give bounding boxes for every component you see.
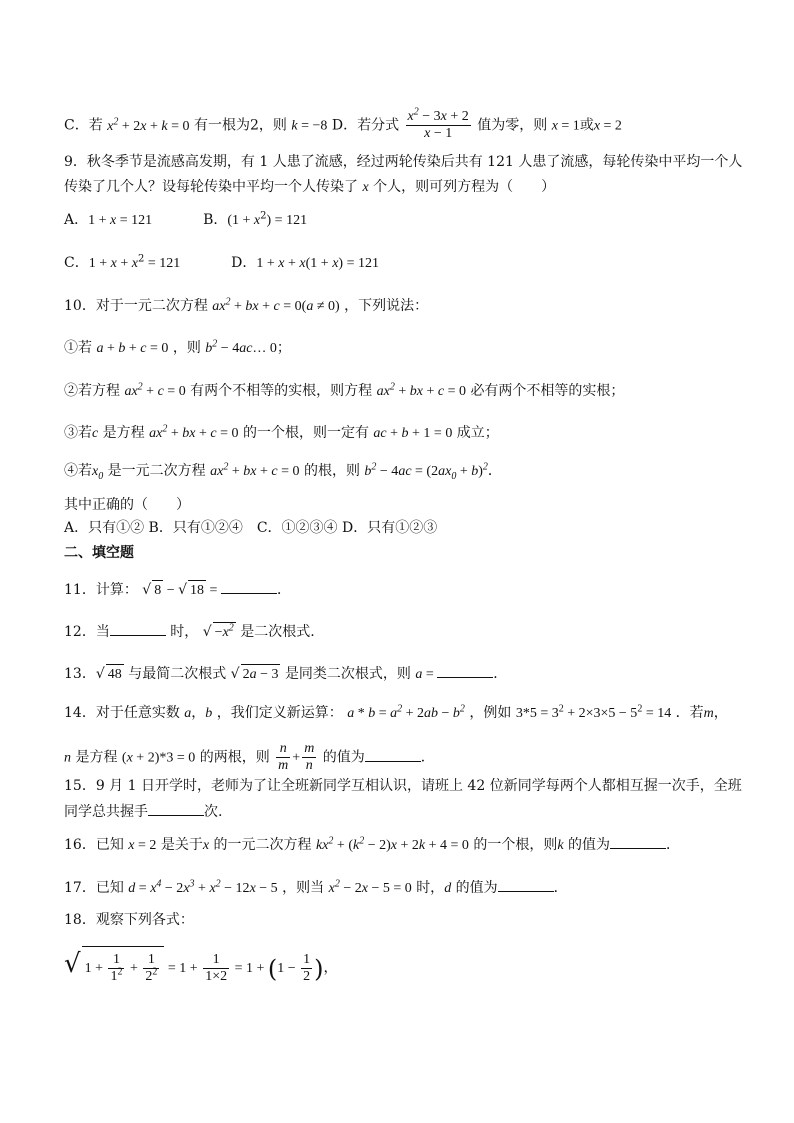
q16: 16．已知 x = 2 是关于x 的一元二次方程 $kx^2 + (k^2 - 2)x + 2k + 4 = 0$ 的一个根，则k 的值为 ． [64,835,681,853]
q10-option1: ①若 a + b + c = 0 ，则 $b^2$ − 4ac… 0； [64,338,291,356]
q14-ex: ，例如 [469,705,512,721]
answer-blank[interactable] [148,801,204,816]
q10-option2: ②若方程 $ax^2 + c = 0$ 有两个不相等的实根，则方程 $ax^2$ + bx + c = 0 必有两个不相等的实根； [64,381,625,399]
q10-o3: ③若 [64,425,92,441]
q9-opt-b-label: B． [203,212,228,228]
q14-mid: ，我们定义新运算： [216,705,343,721]
q10-option3: ③若c 是方程 $ax^2$ + bx + c = 0 的一个根，则一定有 ac + b + 1 = 0 成立； [64,423,499,441]
q8d-post: 值为零，则 [477,117,548,134]
eq: k = −8 [291,118,328,134]
q8d-pre: D．若分式 [331,117,400,134]
q9-line2: 传染了几个人？设每轮传染中平均一个人传染了 x 个人，则可列方程为（ ） [64,179,556,195]
q10-option4: ④若$x_0$ 是一元二次方程 $ax^2$ + bx + c = 0 的根，则 $b^2 - 4ac = (2ax_0 + b)^2$． [64,461,502,482]
q11: 11．计算： √ 8 − √ 18 = ． [64,579,291,601]
q11-pre: 11．计算： [64,582,138,598]
q9-opt-a-label: A． [64,212,89,228]
q18-formula: √ 1 + $\frac{1}{1^2}$ + $\frac{1}{2^2}$ = 1 + $\frac{1}{1\times 2}$ = 1 + (1 − $\frac{1}{2}$ )， [64,944,338,991]
q10-o1: ①若 [64,340,92,356]
q16-post: 的一个根，则 [473,837,558,853]
q10-l1b: ，下列说法： [344,298,429,314]
q9-opt-c-label: C． [64,255,89,271]
q17-post: 时， [416,880,445,896]
q17-pre: 17．已知 [64,880,124,896]
q14-l2: 是方程 [75,749,118,766]
q14-l2c: 的值为 [322,749,365,766]
q10-o2b: 有两个不相等的实根，则方程 [190,383,373,399]
q14-post: ．若 [675,705,704,721]
q12-pre: 12．当 [64,624,110,640]
q8c-pre: C．若 [64,117,103,134]
q10-l1: 10．对于一元二次方程 [64,298,208,314]
q15-line2 [64,801,222,822]
q10-o2: ②若方程 [64,383,120,399]
answer-blank[interactable] [110,621,166,636]
q16-mid2: 的一元二次方程 [213,837,312,853]
eq: $x^2 + 2x + k = 0$ [107,115,190,134]
q9-l2b: 个人，则可列方程为（ ） [373,179,556,195]
q10-stem: 10．对于一元二次方程 $ax^2$ + bx + c = 0(a ≠ 0) ，下列说法： [64,296,429,314]
q10-question: 其中正确的（ ） [64,497,190,513]
q13-mid: 与最简二次根式 [128,666,227,682]
eq: x = 1 [551,118,580,134]
q10-o3c: 的一个根，则一定有 [242,425,369,441]
q10-o2c: 必有两个不相等的实根； [470,383,625,399]
q10-o4c: 的根，则 [303,463,360,479]
q9-line1: 9．秋冬季节是流感高发期，有 1 人患了流感，经过两轮传染后共有 121 人患了流感，每轮传染中平均一个人 [64,154,743,170]
q12-post: 是二次根式. [240,624,315,640]
answer-blank[interactable] [610,834,666,849]
fraction: $\frac{x^2 - 3x + 2}{x - 1}$ [407,106,469,141]
q14-pre: 14．对于任意实数 [64,705,180,721]
answer-blank[interactable] [221,579,277,594]
answer-blank[interactable] [365,747,421,762]
q10-o1b: ，则 [172,340,201,356]
q10-options: A．只有①② B．只有①②④ C．①②③④ D．只有①②③ [64,520,438,536]
q10-o4b: 是一元二次方程 [107,463,206,479]
q15-l2b: 次. [204,804,223,820]
q14-l2b: 的两根，则 [199,749,270,766]
q15-line1: 15．9 月 1 日开学时，老师为了让全班新同学互相认识，请班上 42 位新同学每两个人都相互握一次手，全班 [64,778,742,794]
q10-o4: ④若 [64,463,92,479]
q14-line1: 14．对于任意实数 a，b ，我们定义新运算： $a * b = a^2 + 2ab - b^2$ ，例如 $3*5 = 3^2 + 2\times 3\times 5 - 5^2 = 14$ ．若m， [64,703,728,721]
q16-post2: 的值为 [568,837,611,853]
q17-mid: ，则当 [282,880,325,896]
q9-l2: 传染了几个人？设每轮传染中平均一个人传染了 [64,179,358,195]
q15-l2: 同学总共握手 [64,804,148,820]
section-title: 二、填空题 [64,545,134,561]
q9-options-ab: A．1 + x = 121 B．$(1 + x^2) = 121$ [64,210,308,228]
q13-pre: 13． [64,666,96,682]
q9-options-cd: C．$1 + x + x^2 = 121$ D．1 + x + x(1 + x) = 121 [64,253,379,271]
q8-cd-line: C．若 $x^2 + 2x + k = 0$ 有一根为2，则 k = −8 D．若分式 $\frac{x^2 - 3x + 2}{x - 1}$ 值为零，则 x = 1或x = 2 [64,106,622,141]
q13-post: 是同类二次根式，则 [284,666,411,682]
q13: 13．√ 48 与最简二次根式 √ 2a − 3 是同类二次根式，则 a = ． [64,663,507,685]
q12: 12．当 时， √ $-x^2$ 是二次根式. [64,621,315,643]
q9-opt-d-label: D． [231,255,257,271]
answer-blank[interactable] [437,663,493,678]
q10-o3b: 是方程 [102,425,145,441]
answer-blank[interactable] [498,877,554,892]
q17: 17．已知 $d = x^4 - 2x^3 + x^2 - 12x - 5$ ，则当 $x^2 - 2x - 5 = 0$ 时，d 的值为 ． [64,878,568,896]
q16-pre: 16．已知 [64,837,124,853]
q17-post2: 的值为 [455,880,498,896]
q18-stem: 18．观察下列各式： [64,912,194,928]
q14-line2: n 是方程 (x + 2)*3 = 0 的两根，则 $\frac{n}{m}$ + $\frac{m}{n}$ 的值为 ． [64,741,435,773]
q12-mid: 时， [170,624,199,640]
q16-mid: 是关于 [160,837,203,853]
q8c-mid: 有一根为2，则 [194,117,287,134]
q10-o3d: 成立； [456,425,499,441]
